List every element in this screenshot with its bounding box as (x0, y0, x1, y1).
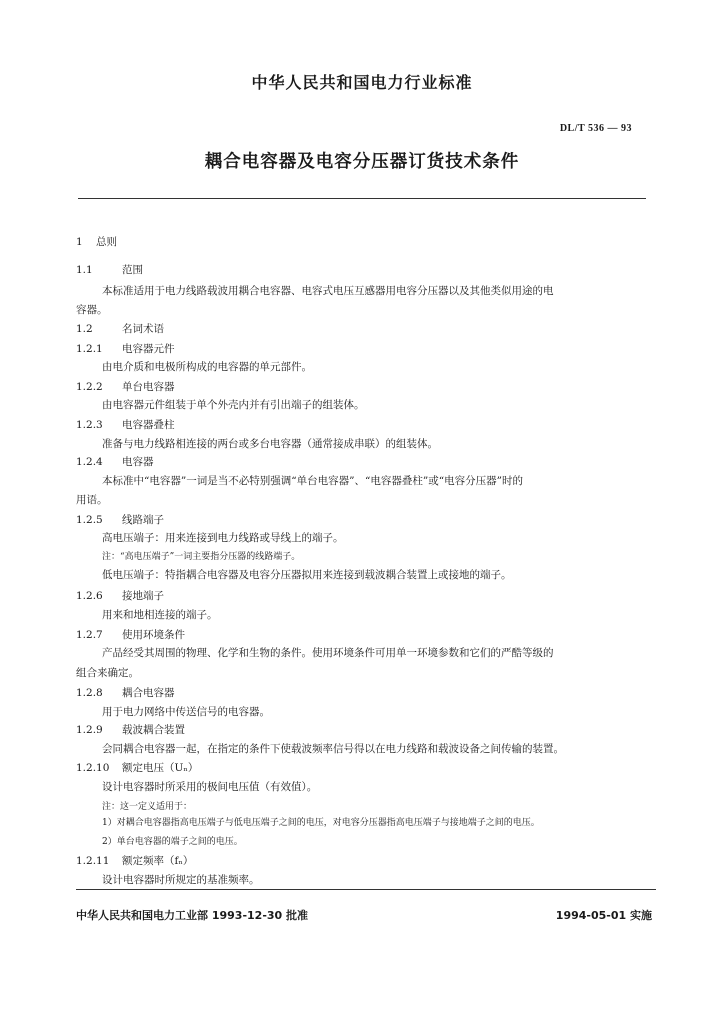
body-text-line (102, 474, 523, 488)
body-text-line (76, 666, 139, 680)
text: 准备与电力线路相连接的两台或多台电容器（通常接成串联）的组装体。 (102, 438, 438, 450)
text: 会同耦合电容器一起，在指定的条件下使载波频率信号得以在电力线路和载波设备之间传输的装置。 (102, 743, 564, 755)
text: 注：“高电压端子”一词主要指分压器的线路端子。 (102, 552, 301, 562)
clause-title: 名词术语 (122, 323, 164, 335)
document-title: 耦合电容器及电容分压器订货技术条件 (204, 152, 520, 172)
effective-date: 1994-05-01 实施 (555, 909, 652, 922)
clause-number: 1.2.11 (76, 855, 110, 867)
clause-heading (76, 589, 164, 603)
clause-number: 1.2.4 (76, 456, 103, 468)
body-text-line (102, 705, 270, 719)
text: 设计电容器时所规定的基准频率。 (102, 874, 260, 886)
clause-number: 1.2.3 (76, 419, 103, 431)
clause-title: 电容器叠柱 (122, 419, 175, 431)
body-text-line (102, 646, 554, 660)
clause-title: 单台电容器 (122, 381, 175, 393)
clause-number: 1 (76, 236, 83, 248)
text: 容器。 (76, 304, 108, 316)
clause-title: 额定电压（Uₙ） (122, 762, 199, 774)
text: 本标准中“电容器”一词是当不必特别强调“单台电容器”、“电容器叠柱”或“电容分压器”时的 (102, 475, 523, 487)
text: 由电容器元件组装于单个外壳内并有引出端子的组装体。 (102, 399, 365, 411)
clause-number: 1.2 (76, 323, 93, 335)
clause-title: 线路端子 (122, 514, 164, 526)
text: 低电压端子：特指耦合电容器及电容分压器拟用来连接到载波耦合装置上或接地的端子。 (102, 569, 512, 581)
text: 设计电容器时所采用的极间电压值（有效值）。 (102, 781, 318, 793)
clause-title: 电容器元件 (122, 343, 175, 355)
clause-title: 耦合电容器 (122, 687, 175, 699)
text: 2）单台电容器的端子之间的电压。 (102, 837, 243, 847)
body-text-line (76, 303, 108, 317)
body-text-line (102, 284, 554, 298)
clause-heading (76, 686, 175, 700)
clause-number: 1.1 (76, 264, 93, 276)
clause-title: 接地端子 (122, 590, 164, 602)
text: 由电介质和电极所构成的电容器的单元部件。 (102, 361, 312, 373)
approval-line: 中华人民共和国电力工业部 1993-12-30 批准 (76, 909, 309, 922)
clause-title: 额定频率（fₙ） (122, 855, 194, 867)
clause-title: 载波耦合装置 (122, 724, 185, 736)
clause-heading (76, 455, 154, 469)
body-text-line (102, 398, 365, 412)
clause-heading (76, 418, 175, 432)
clause-number: 1.2.5 (76, 514, 103, 526)
clause-title: 电容器 (122, 456, 154, 468)
note-line (102, 550, 300, 564)
text: 本标准适用于电力线路载波用耦合电容器、电容式电压互感器用电容分压器以及其他类似用途的电 (102, 285, 554, 297)
clause-heading (76, 263, 143, 277)
clause-heading (76, 761, 198, 775)
body-text-line (102, 437, 438, 451)
standard-category-header: 中华人民共和国电力行业标准 (251, 73, 473, 92)
body-text-line (102, 780, 317, 794)
clause-number: 1.2.7 (76, 629, 103, 641)
text: 1）对耦合电容器指高电压端子与低电压端子之间的电压，对电容分压器指高电压端子与接地端子之间的电压。 (102, 818, 540, 828)
clause-heading (76, 342, 175, 356)
body-text-line (102, 608, 218, 622)
text: 用于电力网络中传送信号的电容器。 (102, 706, 270, 718)
text: 用语。 (76, 494, 108, 506)
text: 用来和地相连接的端子。 (102, 609, 218, 621)
clause-heading (76, 322, 164, 336)
body-text-line (102, 742, 564, 756)
note-line (102, 800, 192, 814)
clause-number: 1.2.9 (76, 724, 103, 736)
note-line (102, 835, 243, 849)
clause-number: 1.2.2 (76, 381, 103, 393)
footer-divider (76, 889, 656, 890)
text: 注：这一定义适用于： (102, 802, 193, 812)
text: 组合来确定。 (76, 667, 139, 679)
clause-number: 1.2.8 (76, 687, 103, 699)
clause-title: 总则 (96, 236, 117, 248)
clause-heading (76, 380, 175, 394)
text: 高电压端子：用来连接到电力线路或导线上的端子。 (102, 532, 344, 544)
standard-code: DL/T 536 — 93 (559, 123, 632, 134)
body-text-line (76, 493, 108, 507)
header-divider (78, 198, 646, 199)
body-text-line (102, 568, 512, 582)
clause-heading (76, 513, 164, 527)
body-text-line (102, 531, 344, 545)
clause-title: 使用环境条件 (122, 629, 185, 641)
body-text-line (102, 360, 312, 374)
clause-heading (76, 854, 193, 868)
text: 产品经受其周围的物理、化学和生物的条件。使用环境条件可用单一环境参数和它们的严酷等级的 (102, 647, 554, 659)
clause-number: 1.2.10 (76, 762, 110, 774)
clause-heading (76, 235, 117, 249)
clause-number: 1.2.6 (76, 590, 103, 602)
note-line (102, 816, 540, 830)
clause-number: 1.2.1 (76, 343, 103, 355)
clause-heading (76, 628, 185, 642)
clause-title: 范围 (122, 264, 143, 276)
clause-heading (76, 723, 185, 737)
body-text-line (102, 873, 260, 887)
